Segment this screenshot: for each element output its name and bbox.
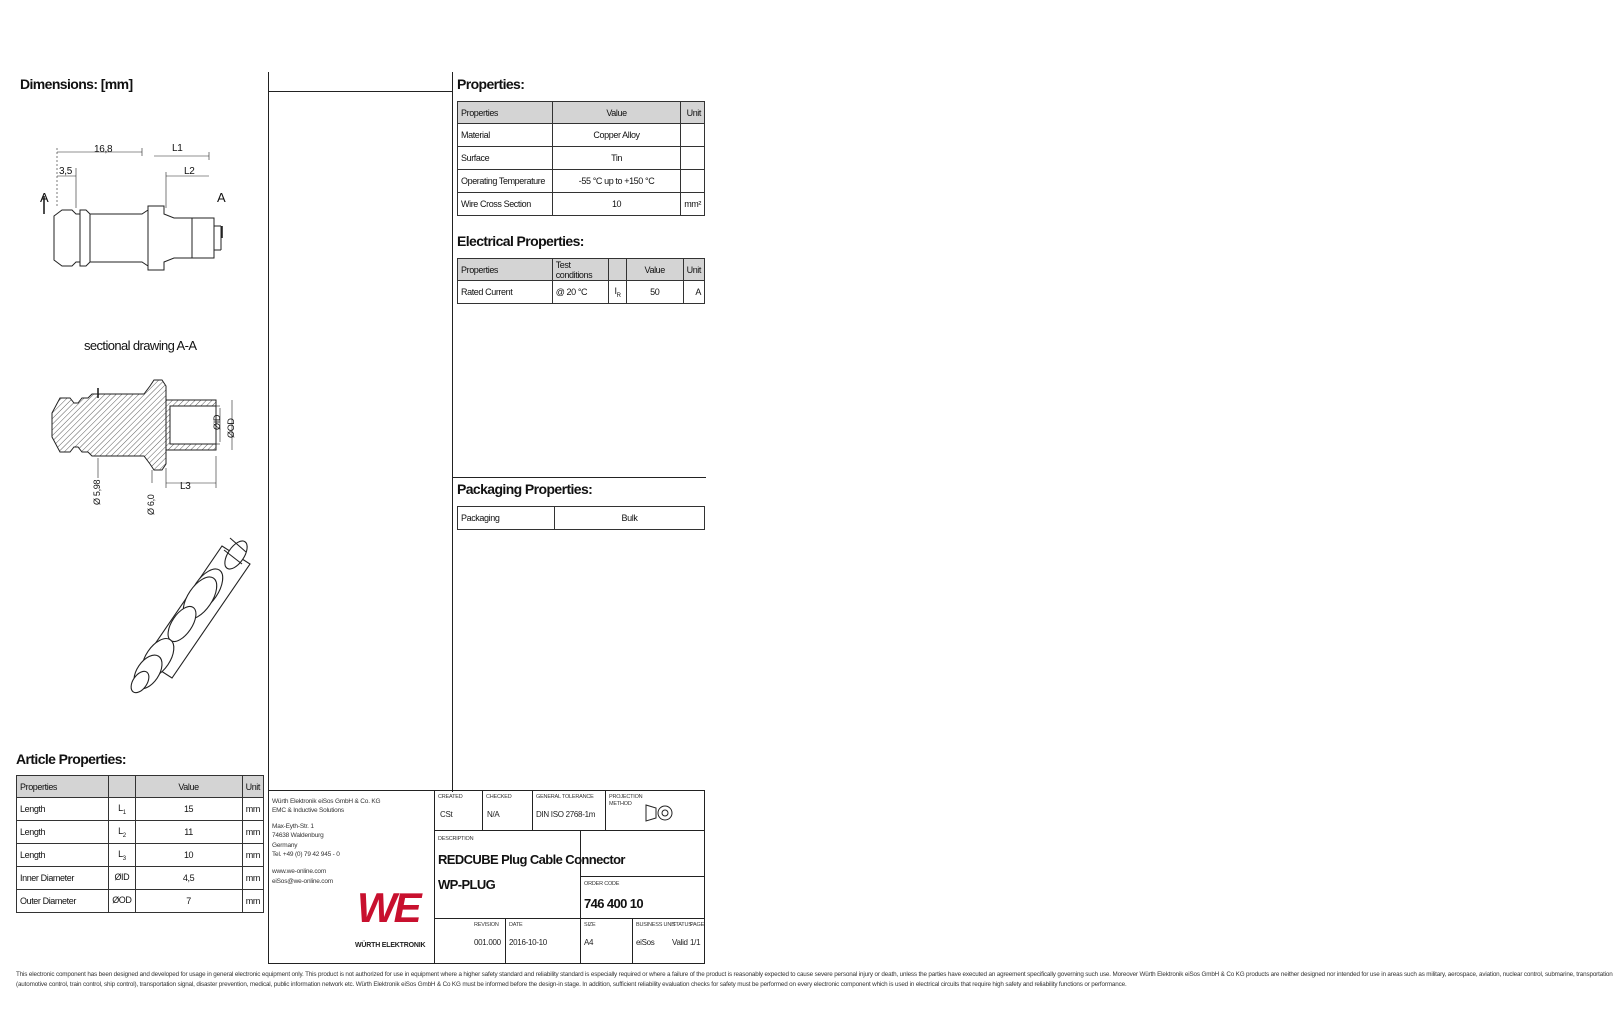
art-unit: mm — [242, 867, 263, 890]
dim-od: ØOD — [226, 418, 236, 438]
art-symbol — [109, 890, 135, 913]
table-row — [458, 147, 705, 170]
business-unit-value: eiSos — [636, 938, 655, 947]
tb-div-3 — [532, 790, 533, 830]
art-value: 4,5 — [135, 867, 242, 890]
art-unit: mm — [242, 890, 263, 913]
art-symbol-main: L — [118, 825, 123, 836]
tb-h-3 — [434, 918, 705, 919]
company-line: Germany — [272, 841, 298, 849]
dim-d1: Ø 5,98 — [92, 479, 102, 505]
status-value: Valid — [672, 938, 688, 947]
elec-value: 50 — [626, 281, 683, 304]
art-value: 11 — [135, 821, 242, 844]
art-symbol — [109, 867, 135, 890]
tb-div-6 — [505, 918, 506, 964]
checked-value: N/A — [487, 810, 500, 819]
table-row — [458, 124, 705, 147]
prop-value: Copper Alloy — [552, 124, 680, 147]
company-line: Max-Eyth-Str. 1 — [272, 822, 314, 830]
art-name: Length — [17, 821, 109, 844]
company-line: www.we-online.com — [272, 868, 327, 876]
prop-name: Wire Cross Section — [458, 193, 553, 216]
sectional-drawing — [46, 368, 246, 498]
disclaimer — [16, 970, 1613, 990]
tb-div-1 — [434, 790, 435, 964]
elec-col-test-conditions: Test conditions — [552, 259, 608, 281]
art-col-value: Value — [135, 776, 242, 798]
description-line-1: REDCUBE Plug Cable Connector — [438, 852, 625, 867]
art-unit: mm — [242, 798, 263, 821]
table-row — [458, 281, 705, 304]
business-unit-label: BUSINESS UNIT — [636, 922, 676, 928]
company-line: Würth Elektronik eiSos GmbH & Co. KG — [272, 798, 381, 805]
prop-name: Surface — [458, 147, 553, 170]
prop-col-value: Value — [552, 102, 680, 124]
table-row — [17, 890, 264, 913]
created-value: CSt — [440, 810, 453, 819]
elec-col-unit: Unit — [683, 259, 704, 281]
electrical-heading: Electrical Properties: — [457, 233, 584, 249]
art-symbol-main: ØOD — [112, 894, 132, 905]
size-value: A4 — [584, 938, 594, 947]
prop-value: Tin — [552, 147, 680, 170]
properties-heading: Properties: — [457, 76, 525, 92]
prop-col-unit: Unit — [681, 102, 705, 124]
description-line-2: WP-PLUG — [438, 877, 496, 892]
projection-label: PROJECTION METHOD — [609, 794, 643, 807]
section-mark-left: A — [40, 190, 49, 205]
art-symbol — [109, 844, 135, 867]
disclaimer-line-2: (automotive control, train control, ship control), transportation signal, disaster prevention, medical, public information network etc. Würth Elektronik eiSos GmbH & Co KG must be informed before the design-in stage. In addition, sufficient reliability evaluation checks for safety must be performed on every electronic component which is used in electrical circuits that require high safety and reliability functions or performance. — [16, 981, 1127, 988]
tb-h-1 — [434, 830, 705, 831]
description-label: DESCRIPTION — [438, 836, 474, 842]
tb-div-4 — [605, 790, 606, 830]
art-col-properties: Properties — [17, 776, 109, 798]
we-logo-caption: WÜRTH ELEKTRONIK — [355, 942, 426, 949]
disclaimer-line-1: This electronic component has been designed and developed for usage in general electronic equipment only. This product is not authorized for use in equipment where a higher safety standard and reliability standard is especially required or where a failure of the product is reasonably expected to cause severe personal injury or death, unless the parties have executed an agreement specifically governing such use. Moreover Würth Elektronik eiSos GmbH & Co KG products are neither designed nor intended for use in areas such as military, aerospace, aviation, nuclear control, submarine, transportation — [16, 971, 1613, 978]
elec-symbol — [609, 281, 627, 304]
elec-col-properties: Properties — [458, 259, 553, 281]
company-line: Tel. +49 (0) 79 42 945 - 0 — [272, 851, 340, 859]
tb-div-2 — [482, 790, 483, 830]
elec-condition: @ 20 °C — [552, 281, 608, 304]
projection-icon — [644, 800, 674, 824]
art-unit: mm — [242, 844, 263, 867]
status-label: STATUS — [672, 922, 692, 928]
art-symbol — [109, 821, 135, 844]
order-code-value: 746 400 10 — [584, 896, 644, 911]
side-view-drawing — [16, 138, 266, 278]
art-symbol-main: L — [118, 802, 123, 813]
date-label: DATE — [509, 922, 523, 928]
art-col-symbol — [109, 776, 135, 798]
art-symbol-sub: 1 — [122, 809, 126, 816]
general-tolerance-label: GENERAL TOLERANCE — [536, 794, 594, 800]
table-row — [458, 170, 705, 193]
table-row — [458, 507, 705, 530]
created-label: CREATED — [438, 794, 463, 800]
art-name: Inner Diameter — [17, 867, 109, 890]
art-name: Outer Diameter — [17, 890, 109, 913]
elec-name: Rated Current — [458, 281, 553, 304]
elec-col-value: Value — [626, 259, 683, 281]
table-row — [17, 867, 264, 890]
size-label: SIZE — [584, 922, 596, 928]
section-title: sectional drawing A-A — [84, 338, 197, 353]
company-line: eiSos@we-online.com — [272, 877, 333, 885]
art-value: 7 — [135, 890, 242, 913]
company-info — [272, 797, 380, 886]
tb-h-2 — [580, 876, 705, 877]
prop-value: -55 °C up to +150 °C — [552, 170, 680, 193]
electrical-table — [457, 258, 705, 304]
prop-unit — [681, 147, 705, 170]
art-name: Length — [17, 844, 109, 867]
date-value: 2016-10-10 — [509, 938, 547, 947]
table-row — [17, 844, 264, 867]
article-table — [16, 775, 264, 913]
table-row — [17, 821, 264, 844]
prop-unit — [681, 170, 705, 193]
elec-col-symbol — [609, 259, 627, 281]
article-heading: Article Properties: — [16, 751, 126, 767]
art-unit: mm — [242, 821, 263, 844]
we-logo-mark: WE — [357, 884, 419, 931]
art-value: 15 — [135, 798, 242, 821]
elec-unit: A — [683, 281, 704, 304]
properties-table — [457, 101, 705, 216]
prop-name: Operating Temperature — [458, 170, 553, 193]
prop-unit — [681, 124, 705, 147]
order-code-label: ORDER CODE — [584, 881, 620, 887]
dim-l1: L1 — [172, 143, 183, 154]
checked-label: CHECKED — [486, 794, 512, 800]
prop-col-properties: Properties — [458, 102, 553, 124]
tb-div-7 — [632, 918, 633, 964]
table-row — [458, 193, 705, 216]
art-symbol-main: ØID — [114, 871, 130, 882]
page-label: PAGE — [690, 922, 705, 928]
prop-unit: mm² — [681, 193, 705, 216]
revision-label: REVISION — [474, 922, 499, 928]
pack-value: Bulk — [555, 507, 705, 530]
elec-symbol-main: I — [614, 285, 617, 296]
dim-3-5: 3,5 — [59, 166, 73, 177]
company-line: EMC & Inductive Solutions — [272, 807, 344, 815]
dim-id: ØID — [212, 414, 222, 430]
art-symbol-main: L — [118, 848, 123, 859]
art-value: 10 — [135, 844, 242, 867]
page-value: 1/1 — [690, 938, 701, 947]
dim-16-8: 16,8 — [94, 144, 113, 155]
dim-l3: L3 — [180, 481, 191, 492]
section-mark-right: A — [217, 190, 226, 205]
isometric-view — [124, 530, 264, 710]
table-row — [17, 798, 264, 821]
art-symbol-sub: 3 — [122, 855, 126, 862]
pack-name: Packaging — [458, 507, 555, 530]
packaging-table — [457, 506, 705, 530]
divider-packaging — [452, 477, 706, 478]
art-symbol — [109, 798, 135, 821]
art-name: Length — [17, 798, 109, 821]
art-symbol-sub: 2 — [122, 832, 126, 839]
revision-value: 001.000 — [474, 938, 501, 947]
general-tolerance-value: DIN ISO 2768-1m — [536, 810, 596, 819]
elec-symbol-sub: R — [616, 292, 621, 299]
divider-right — [452, 72, 453, 792]
dim-d2: Ø 6,0 — [146, 494, 156, 515]
prop-value: 10 — [552, 193, 680, 216]
divider-top — [268, 91, 452, 92]
art-col-unit: Unit — [242, 776, 263, 798]
prop-name: Material — [458, 124, 553, 147]
packaging-heading: Packaging Properties: — [457, 481, 593, 497]
tb-div-5 — [580, 830, 581, 964]
dimensions-heading: Dimensions: [mm] — [20, 76, 133, 92]
dim-l2: L2 — [184, 166, 195, 177]
we-logo — [355, 886, 433, 932]
company-line: 74638 Waldenburg — [272, 832, 324, 840]
